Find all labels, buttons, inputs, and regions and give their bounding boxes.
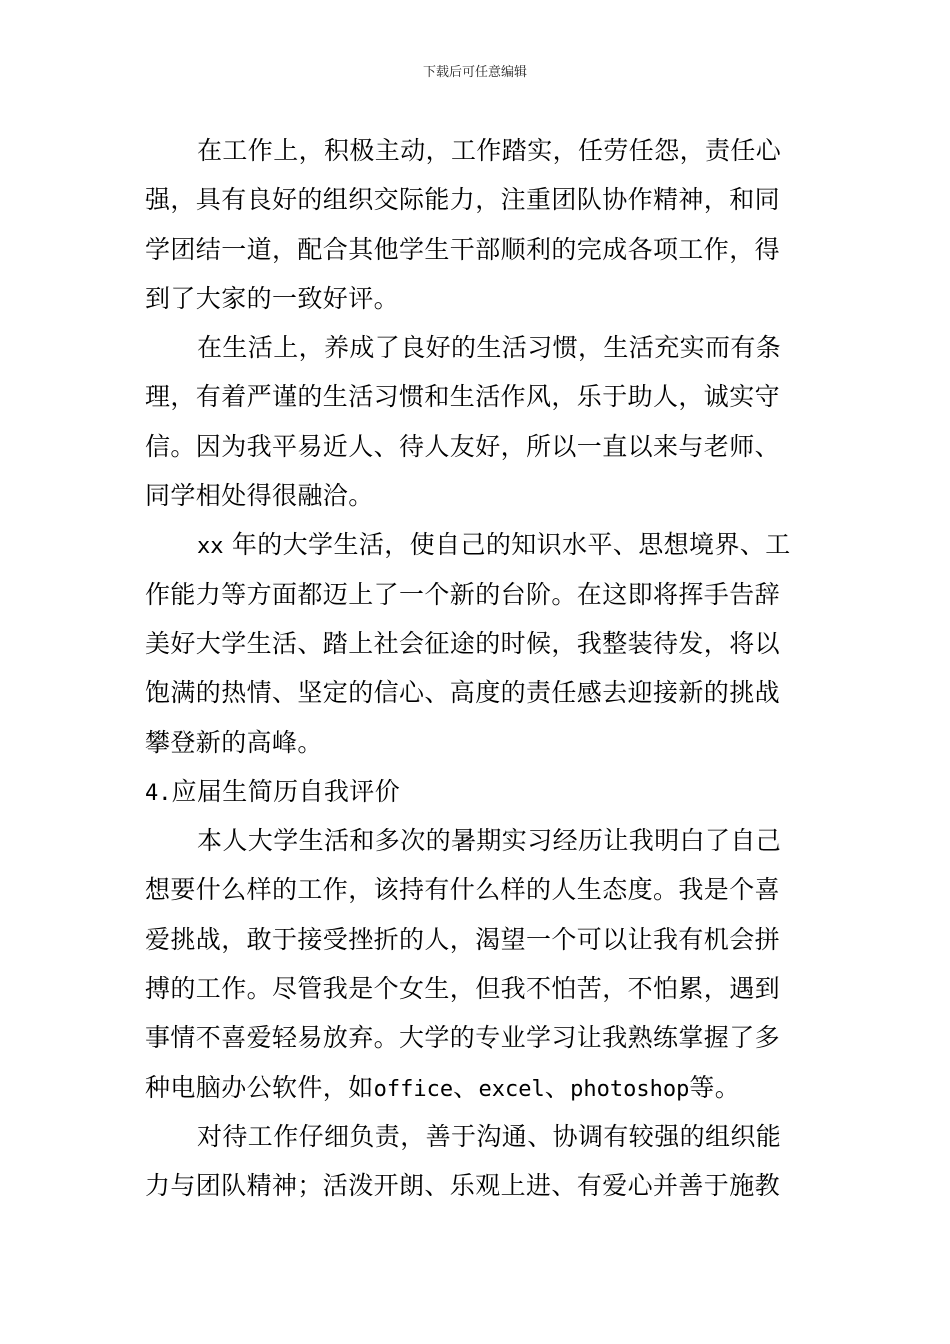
- text-line: 作能力等方面都迈上了一个新的台阶。在这即将挥手告辞: [145, 579, 781, 609]
- text-line: 理，有着严谨的生活习惯和生活作风，乐于助人，诚实守: [145, 382, 781, 412]
- text-run: 等。: [689, 1072, 741, 1102]
- text-line: 强，具有良好的组织交际能力，注重团队协作精神，和同: [145, 185, 781, 215]
- text-line: 饱满的热情、坚定的信心、高度的责任感去迎接新的挑战: [145, 678, 781, 708]
- heading-number: 4.: [145, 780, 172, 806]
- text-line: 本人大学生活和多次的暑期实习经历让我明白了自己: [197, 826, 782, 856]
- text-run: 、: [544, 1072, 571, 1102]
- text-line: 想要什么样的工作，该持有什么样的人生态度。我是个喜: [145, 875, 781, 905]
- paragraph-university: [145, 520, 810, 766]
- text-run-latin: office: [373, 1076, 454, 1102]
- text-line: 攀登新的高峰。: [145, 727, 323, 757]
- heading-title: 应届生简历自我评价: [171, 776, 401, 806]
- text-line: 美好大学生活、踏上社会征途的时候，我整装待发，将以: [145, 628, 781, 658]
- document-body: [145, 126, 810, 1211]
- text-run-latin: photoshop: [570, 1076, 690, 1102]
- text-line: 搏的工作。尽管我是个女生，但我不怕苦，不怕累，遇到: [145, 974, 781, 1004]
- text-line: 事情不喜爱轻易放弃。大学的专业学习让我熟练掌握了多: [145, 1023, 781, 1053]
- text-run: 、: [453, 1072, 479, 1102]
- text-line: [145, 1063, 810, 1112]
- text-line: [145, 520, 810, 569]
- text-line: 到了大家的一致好评。: [145, 283, 400, 313]
- text-run-latin: excel: [478, 1076, 545, 1102]
- text-line: 在生活上，养成了良好的生活习惯，生活充实而有条: [197, 333, 782, 363]
- paragraph-life: [145, 323, 810, 520]
- text-line: 同学相处得很融洽。: [145, 481, 374, 511]
- paragraph-work: [145, 126, 810, 323]
- text-line: 信。因为我平易近人、待人友好，所以一直以来与老师、: [145, 431, 781, 461]
- text-line: 学团结一道，配合其他学生干部顺利的完成各项工作，得: [145, 234, 781, 264]
- text-line: 对待工作仔细负责，善于沟通、协调有较强的组织能: [197, 1121, 782, 1151]
- text-run: 种电脑办公软件，如: [145, 1072, 374, 1102]
- text-line: 在工作上，积极主动，工作踏实，任劳任怨，责任心: [197, 136, 782, 165]
- paragraph-self-evaluation: [145, 816, 810, 1112]
- text-line: 爱挑战，敢于接受挫折的人，渴望一个可以让我有机会拼: [145, 924, 781, 954]
- section-heading: [145, 767, 810, 816]
- page-header: 下载后可任意编辑: [422, 65, 527, 80]
- text-run: 年的大学生活，使自己的知识水平、思想境界、工: [231, 530, 791, 560]
- text-run-latin: xx: [197, 534, 224, 560]
- paragraph-attitude: [145, 1112, 810, 1211]
- text-line: 力与团队精神；活泼开朗、乐观上进、有爱心并善于施教: [145, 1171, 781, 1201]
